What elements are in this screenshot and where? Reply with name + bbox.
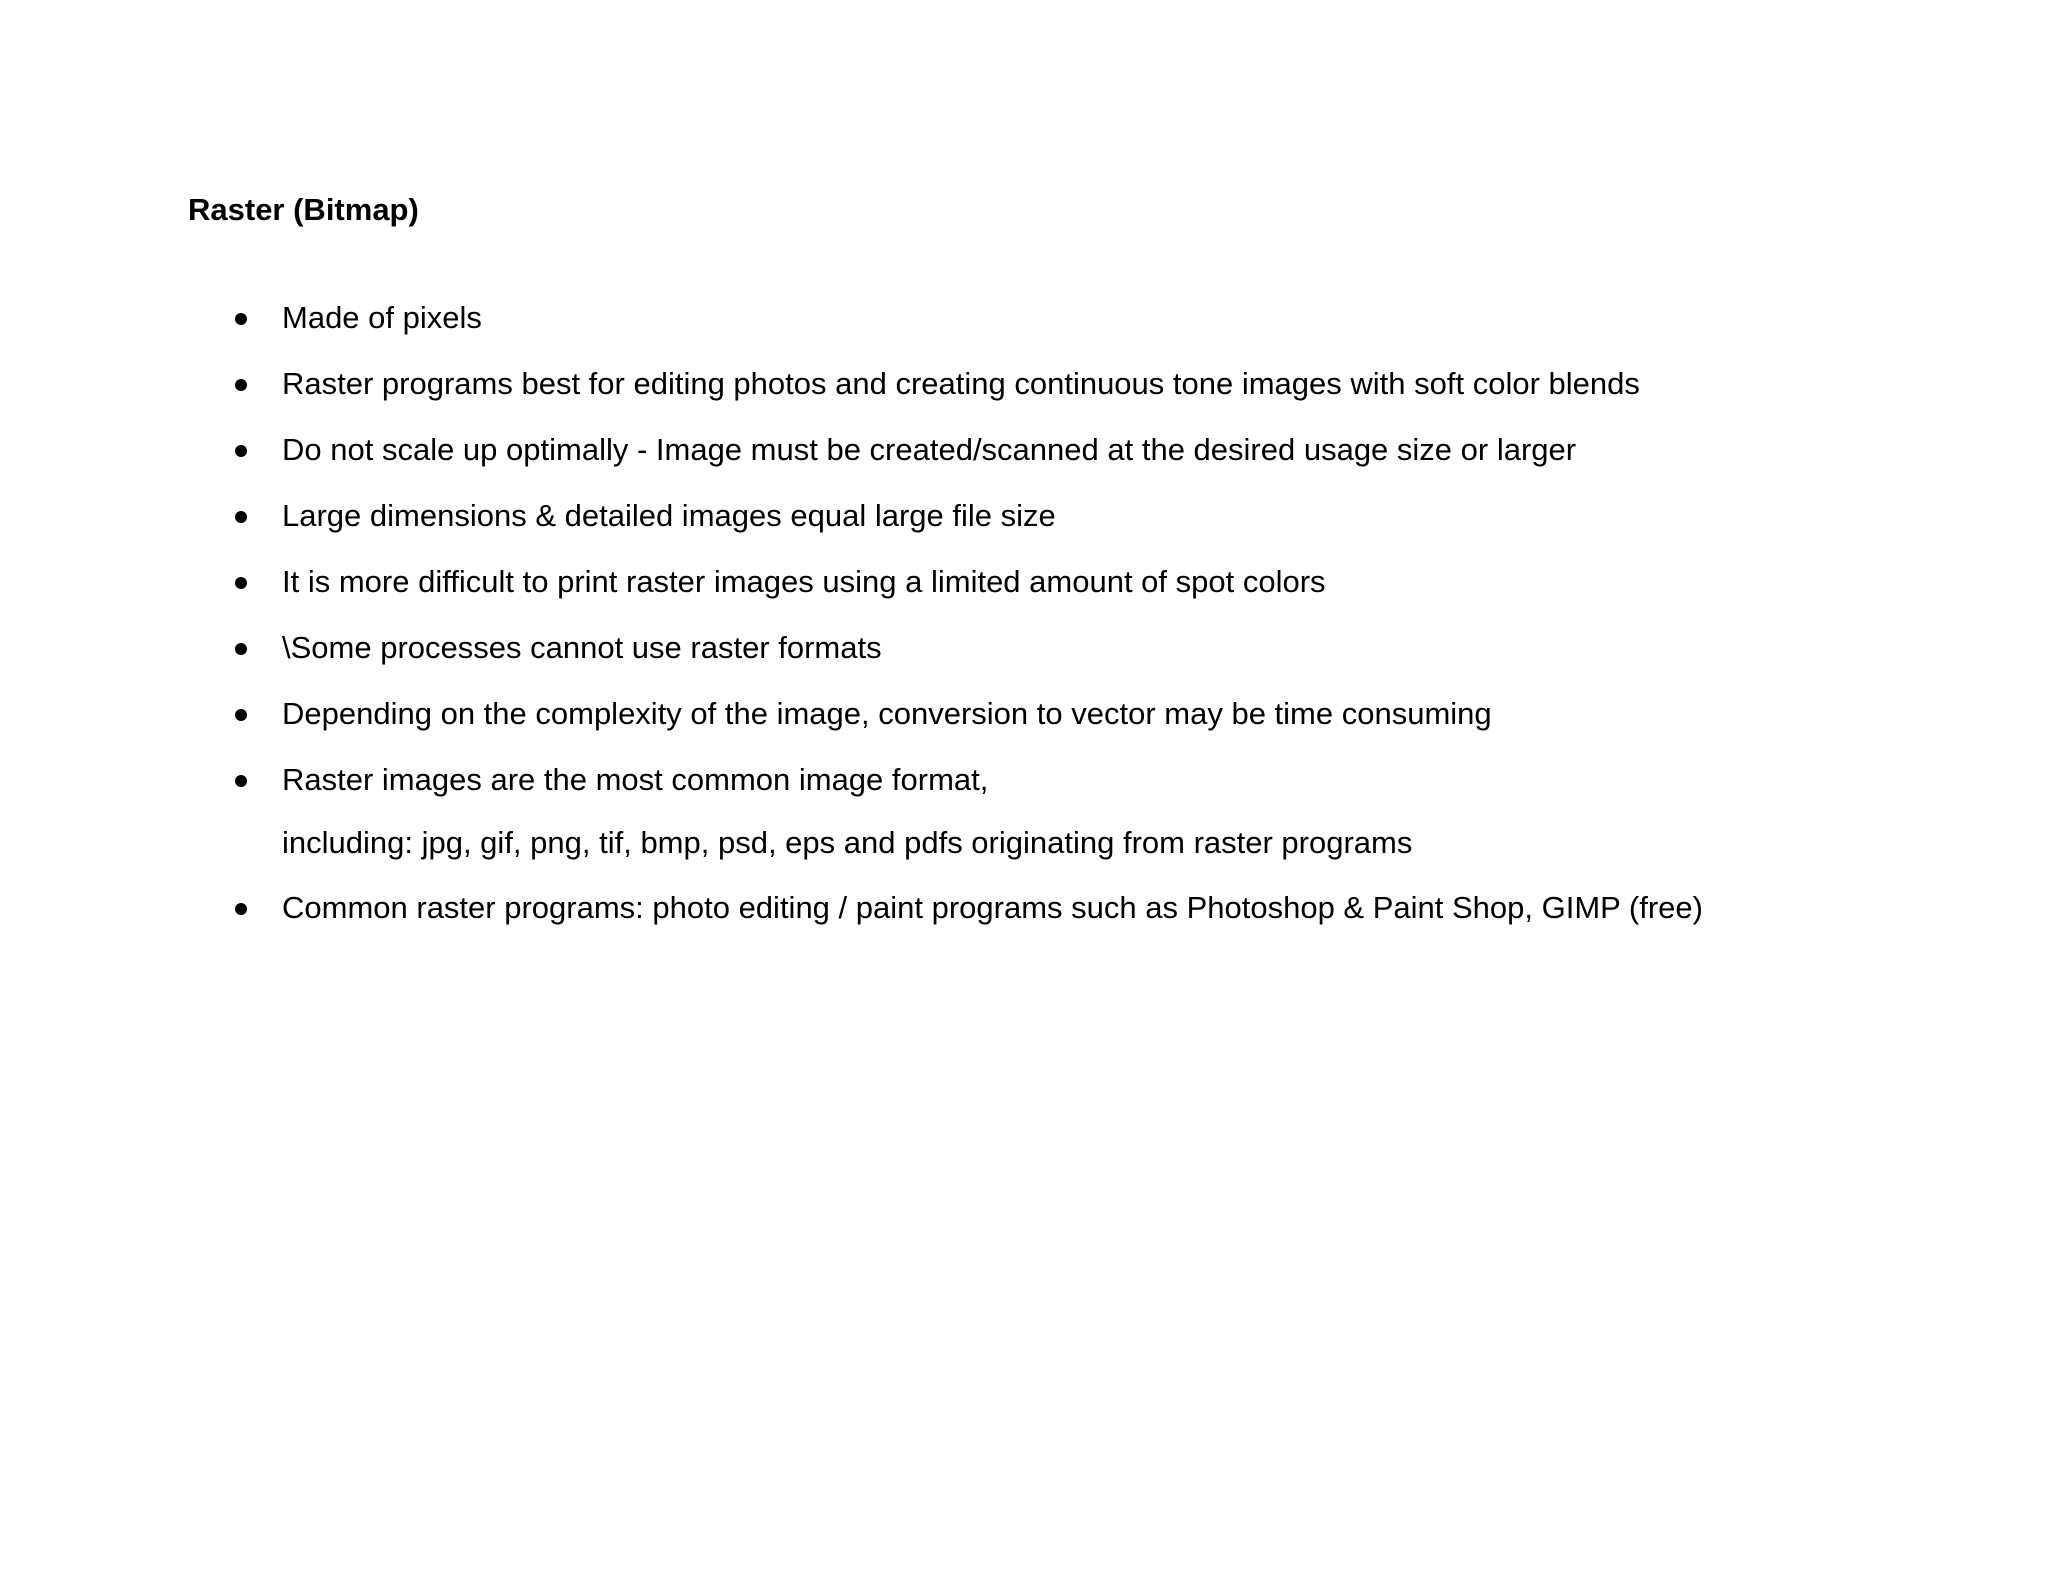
bullet-icon	[235, 903, 247, 915]
list-item-text: Common raster programs: photo editing / paint programs such as Photoshop & Paint Shop, GIMP (free)	[282, 890, 1703, 925]
bullet-icon	[235, 511, 247, 523]
list-item-text: \Some processes cannot use raster formats	[282, 630, 882, 665]
list-item-text: Made of pixels	[282, 300, 482, 335]
bullet-icon	[235, 709, 247, 721]
list-item-text: Depending on the complexity of the image, conversion to vector may be time consuming	[282, 696, 1492, 731]
list-item-continuation: including: jpg, gif, png, tif, bmp, psd, eps and pdfs originating from raster programs	[282, 825, 1413, 860]
list-item-text: Raster programs best for editing photos and creating continuous tone images with soft color blends	[282, 366, 1640, 401]
bullet-icon	[235, 643, 247, 655]
bullet-icon	[235, 445, 247, 457]
bullet-icon	[235, 577, 247, 589]
list-item-text: Do not scale up optimally - Image must be created/scanned at the desired usage size or larger	[282, 432, 1577, 467]
bullet-icon	[235, 775, 247, 787]
bullet-icon	[235, 379, 247, 391]
page-heading: Raster (Bitmap)	[188, 192, 419, 227]
list-item-text: It is more difficult to print raster images using a limited amount of spot colors	[282, 564, 1326, 599]
list-item-text: Large dimensions & detailed images equal large file size	[282, 498, 1056, 533]
list-item-text: Raster images are the most common image format,	[282, 762, 989, 797]
bullet-icon	[235, 313, 247, 325]
